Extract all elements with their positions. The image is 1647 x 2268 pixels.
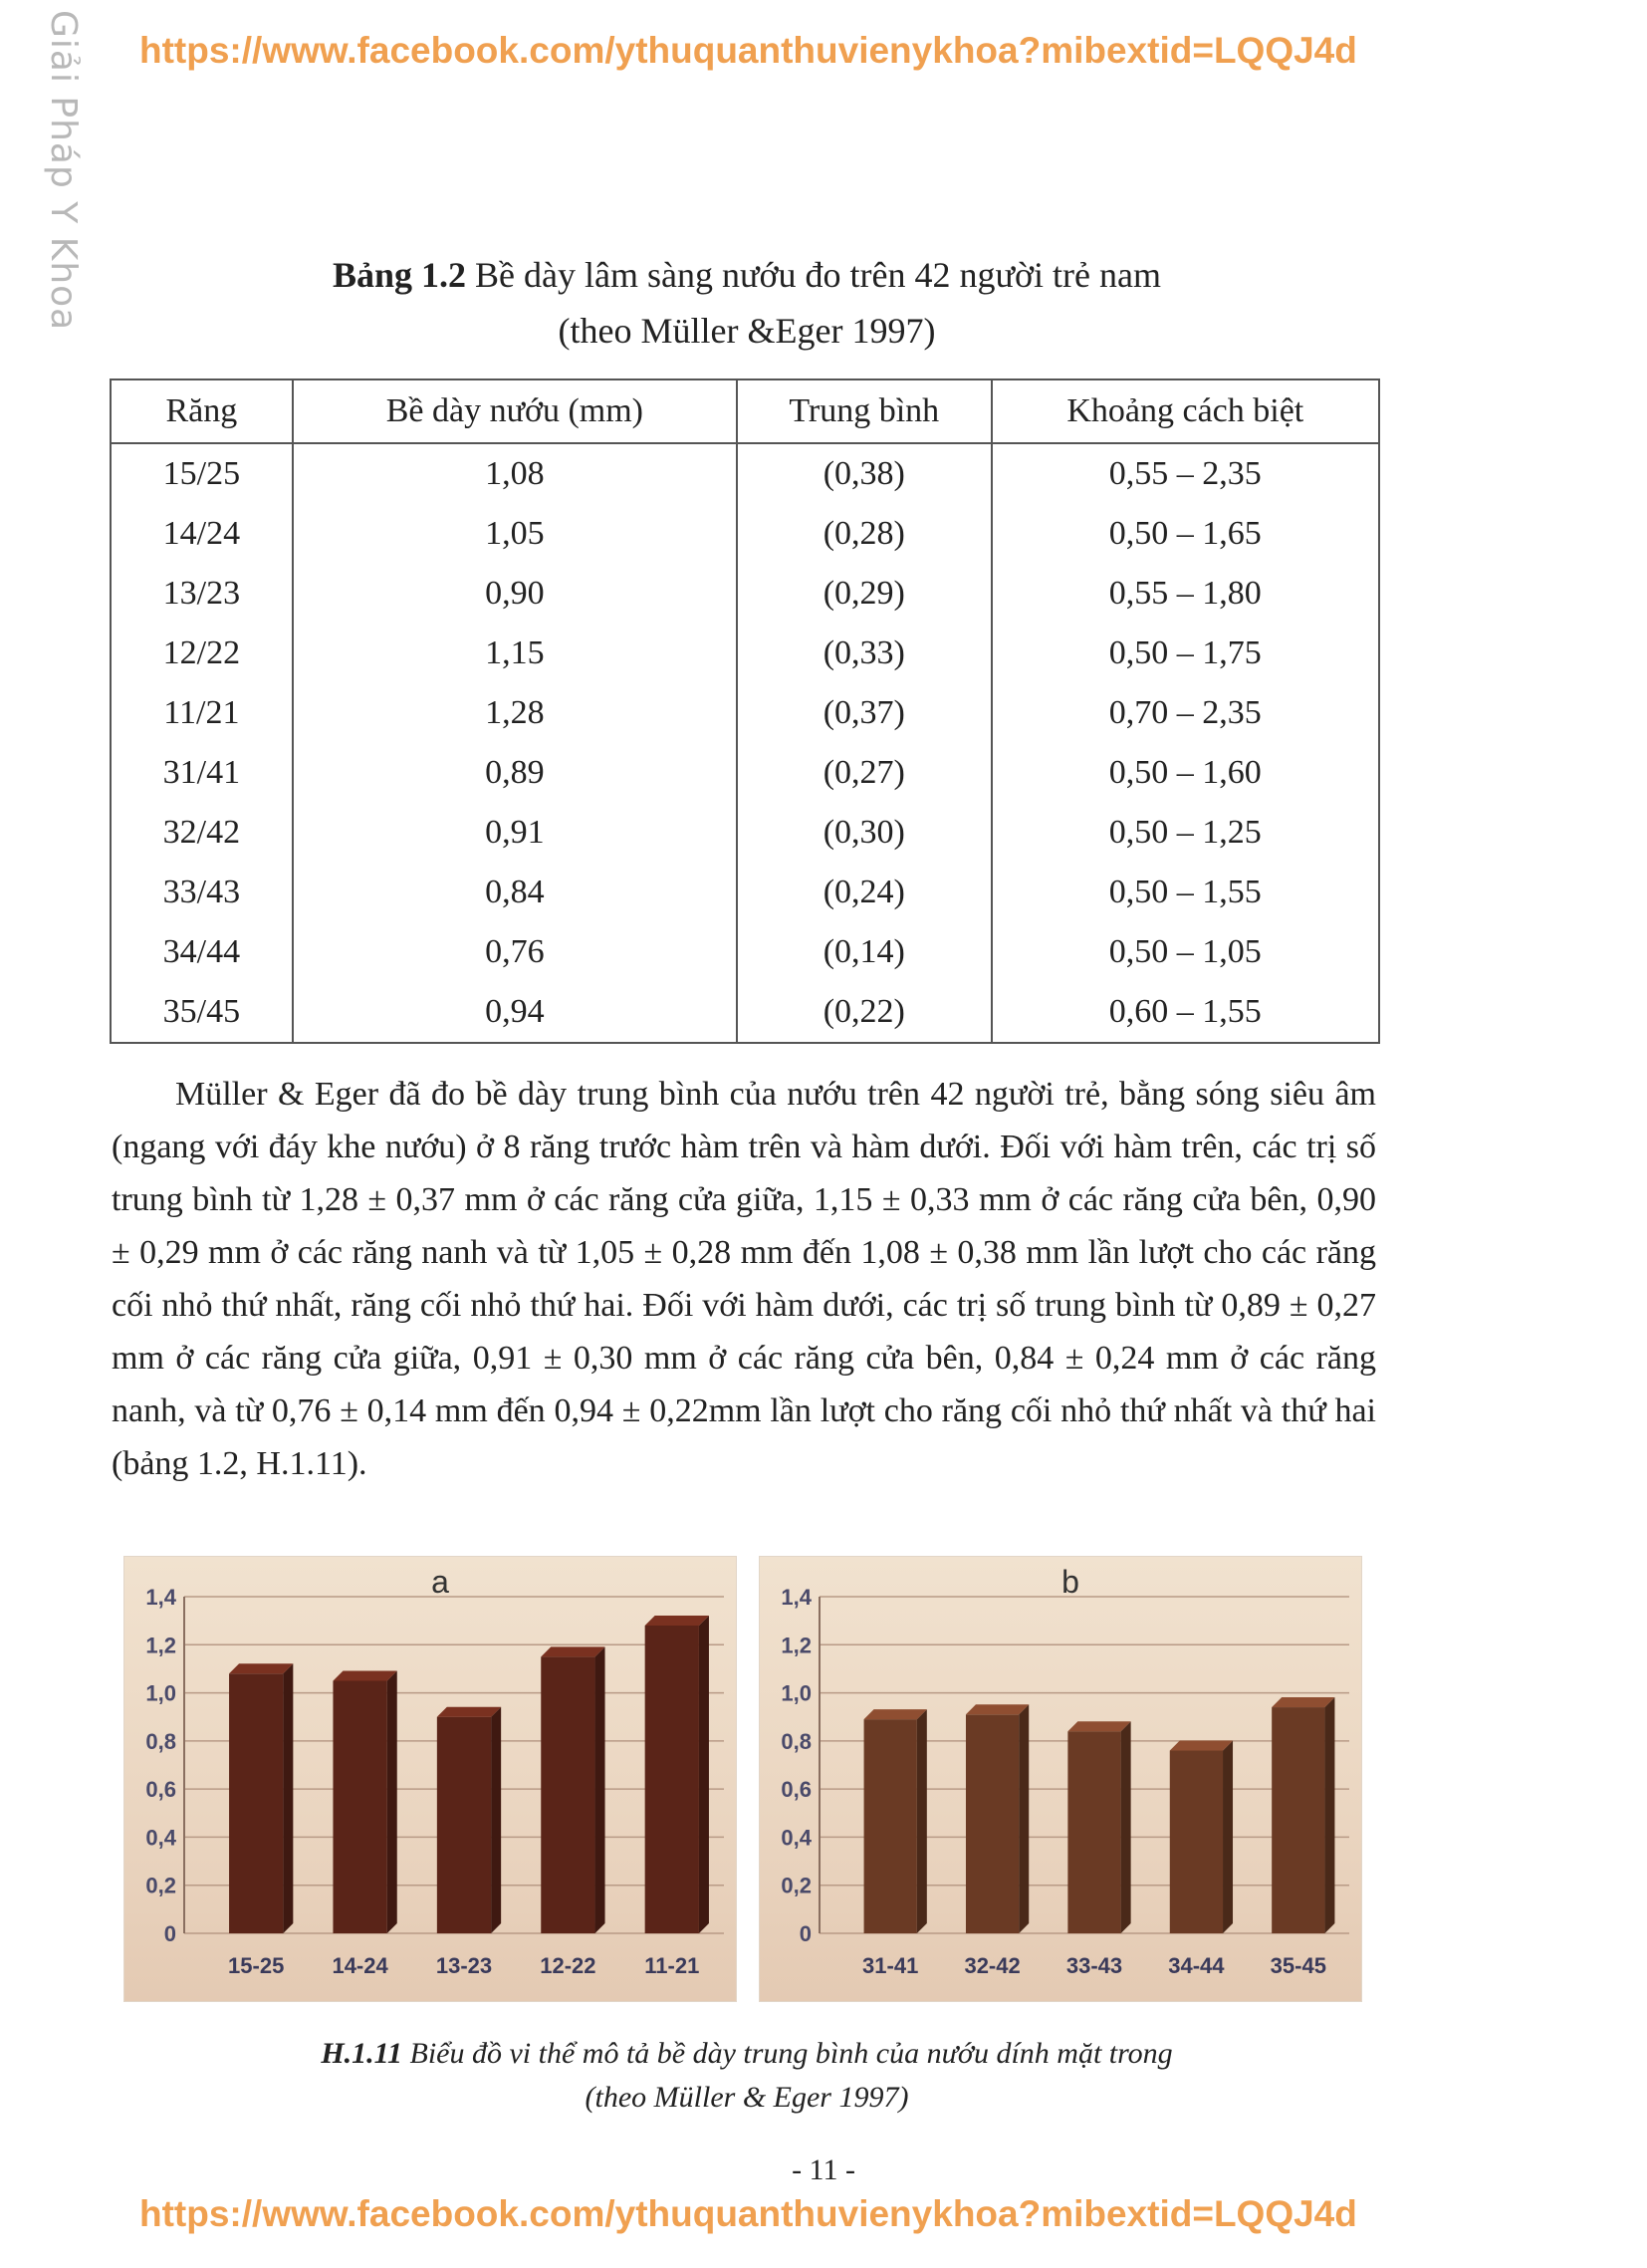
figure-caption-source: (theo Müller & Eger 1997) — [585, 2081, 909, 2114]
cell-range: 0,50 – 1,55 — [992, 863, 1379, 922]
cell-range: 0,55 – 1,80 — [992, 564, 1379, 624]
header-tooth: Răng — [111, 379, 293, 443]
chart-a — [123, 1556, 737, 2002]
table-caption — [110, 247, 1384, 303]
y-tick-label: 0,4 — [781, 1825, 812, 1851]
table-row — [111, 863, 1379, 922]
cell-range: 0,55 – 2,35 — [992, 443, 1379, 504]
bar — [229, 1673, 283, 1933]
bar-top — [333, 1671, 396, 1681]
y-tick-label: 0,4 — [145, 1825, 176, 1851]
bar-side — [1121, 1721, 1131, 1933]
cell-thickness: 0,94 — [293, 982, 737, 1043]
table-caption-title: Bề dày lâm sàng nướu đo trên 42 người trẻ nam — [475, 255, 1161, 295]
bar-top — [1067, 1721, 1130, 1731]
y-tick-label: 0,2 — [145, 1873, 176, 1898]
cell-tooth: 11/21 — [111, 683, 293, 743]
y-tick-label: 0,8 — [781, 1728, 812, 1754]
table-row — [111, 743, 1379, 803]
cell-tooth: 31/41 — [111, 743, 293, 803]
y-tick-label: 0 — [799, 1921, 812, 1946]
bar-side — [387, 1671, 397, 1934]
table-caption-label: Bảng 1.2 — [332, 255, 467, 295]
chart-b-svg — [760, 1557, 1361, 2001]
cell-tooth: 33/43 — [111, 863, 293, 922]
cell-tooth: 14/24 — [111, 504, 293, 564]
cell-thickness: 1,15 — [293, 624, 737, 683]
figure-caption-label: H.1.11 — [321, 2037, 402, 2070]
side-watermark: Giải Pháp Y Khoa — [43, 10, 84, 332]
cell-mean: (0,28) — [737, 504, 992, 564]
cell-tooth: 15/25 — [111, 443, 293, 504]
table-header-row — [111, 379, 1379, 443]
bar — [1170, 1751, 1223, 1933]
cell-mean: (0,38) — [737, 443, 992, 504]
bar-side — [1324, 1697, 1334, 1933]
bar-side — [283, 1663, 293, 1933]
bar — [437, 1717, 491, 1933]
cell-range: 0,50 – 1,05 — [992, 922, 1379, 982]
y-tick-label: 1,4 — [145, 1585, 176, 1610]
y-tick-label: 1,2 — [145, 1633, 176, 1658]
x-tick-label: 14-24 — [332, 1953, 388, 1978]
x-tick-label: 32-42 — [964, 1953, 1021, 1978]
cell-thickness: 0,84 — [293, 863, 737, 922]
y-tick-label: 0,8 — [145, 1728, 176, 1754]
bar — [1067, 1731, 1120, 1933]
table-row — [111, 982, 1379, 1043]
x-tick-label: 35-45 — [1270, 1953, 1326, 1978]
chart-title: a — [431, 1564, 449, 1600]
bottom-url-watermark[interactable]: https://www.facebook.com/ythuquanthuvienykhoa?mibextid=LQQJ4d — [139, 2193, 1357, 2234]
bar-top — [1170, 1741, 1233, 1751]
table-row — [111, 564, 1379, 624]
header-range: Khoảng cách biệt — [992, 379, 1379, 443]
y-tick-label: 0,2 — [781, 1873, 812, 1898]
chart-a-svg — [124, 1557, 736, 2001]
cell-mean: (0,22) — [737, 982, 992, 1043]
figure-caption-title: Biểu đồ vi thể mô tả bề dày trung bình của nướu dính mặt trong — [409, 2037, 1173, 2070]
cell-thickness: 1,05 — [293, 504, 737, 564]
bar — [541, 1656, 594, 1933]
cell-tooth: 13/23 — [111, 564, 293, 624]
cell-thickness: 1,28 — [293, 683, 737, 743]
table-row — [111, 683, 1379, 743]
bar-top — [864, 1709, 927, 1719]
cell-thickness: 1,08 — [293, 443, 737, 504]
cell-tooth: 35/45 — [111, 982, 293, 1043]
x-tick-label: 11-21 — [644, 1953, 700, 1978]
table-row — [111, 803, 1379, 863]
bar-top — [437, 1707, 501, 1717]
cell-tooth: 34/44 — [111, 922, 293, 982]
x-tick-label: 13-23 — [435, 1953, 493, 1978]
bar — [864, 1719, 917, 1933]
table-row — [111, 443, 1379, 504]
table-caption-source: (theo Müller &Eger 1997) — [558, 311, 936, 351]
page-number: - 11 - — [792, 2153, 855, 2186]
body-paragraph: Müller & Eger đã đo bề dày trung bình của nướu trên 42 người trẻ, bằng sóng siêu âm (ngang với đáy khe nướu) ở 8 răng trước hàm trên và hàm dưới. Đối với hàm trên, các trị số trung bình từ 1,28 ± 0,37 mm ở các răng cửa giữa, 1,15 ± 0,33 mm ở các răng cửa bên, 0,90 ± 0,29 mm ở các răng nanh và từ 1,05 ± 0,28 mm đến 1,08 ± 0,38 mm lần lượt cho các răng cối nhỏ thứ nhất, răng cối nhỏ thứ hai. Đối với hàm dưới, các trị số trung bình từ 0,89 ± 0,27 mm ở các răng cửa giữa, 0,91 ± 0,30 mm ở các răng cửa bên, 0,84 ± 0,24 mm ở các răng nanh, và từ 0,76 ± 0,14 mm đến 0,94 ± 0,22mm lần lượt cho răng cối nhỏ thứ nhất và thứ hai (bảng 1.2, H.1.11). — [112, 1076, 1376, 1482]
table-row — [111, 624, 1379, 683]
cell-mean: (0,24) — [737, 863, 992, 922]
bar-side — [917, 1709, 927, 1933]
cell-mean: (0,33) — [737, 624, 992, 683]
bar — [966, 1714, 1019, 1933]
cell-mean: (0,14) — [737, 922, 992, 982]
y-tick-label: 1,0 — [145, 1680, 176, 1706]
x-tick-label: 15-25 — [228, 1953, 285, 1978]
cell-thickness: 0,90 — [293, 564, 737, 624]
bar-top — [966, 1704, 1029, 1714]
bar — [333, 1681, 386, 1934]
cell-mean: (0,29) — [737, 564, 992, 624]
cell-mean: (0,30) — [737, 803, 992, 863]
top-url-watermark[interactable]: https://www.facebook.com/ythuquanthuvienykhoa?mibextid=LQQJ4d — [139, 30, 1357, 71]
x-tick-label: 33-43 — [1065, 1953, 1123, 1978]
header-mean: Trung bình — [737, 379, 992, 443]
bar-side — [1019, 1704, 1029, 1933]
bar-top — [541, 1646, 604, 1656]
bar-side — [699, 1616, 709, 1933]
cell-range: 0,60 – 1,55 — [992, 982, 1379, 1043]
y-tick-label: 0,6 — [781, 1777, 812, 1803]
cell-tooth: 32/42 — [111, 803, 293, 863]
y-tick-label: 1,0 — [781, 1680, 812, 1706]
bar — [645, 1626, 699, 1933]
cell-thickness: 0,76 — [293, 922, 737, 982]
y-tick-label: 1,2 — [781, 1633, 812, 1658]
cell-range: 0,50 – 1,25 — [992, 803, 1379, 863]
bar-side — [595, 1646, 605, 1933]
cell-thickness: 0,89 — [293, 743, 737, 803]
cell-range: 0,50 – 1,60 — [992, 743, 1379, 803]
chart-b — [759, 1556, 1362, 2002]
cell-mean: (0,27) — [737, 743, 992, 803]
bar-top — [1272, 1697, 1334, 1707]
y-tick-label: 1,4 — [781, 1585, 812, 1610]
data-table — [110, 378, 1380, 1044]
bar — [1272, 1707, 1324, 1933]
y-tick-label: 0,6 — [145, 1777, 176, 1803]
table-row — [111, 922, 1379, 982]
cell-mean: (0,37) — [737, 683, 992, 743]
y-tick-label: 0 — [163, 1921, 176, 1946]
x-tick-label: 12-22 — [540, 1953, 596, 1978]
cell-tooth: 12/22 — [111, 624, 293, 683]
bar-side — [1223, 1741, 1233, 1933]
cell-thickness: 0,91 — [293, 803, 737, 863]
cell-range: 0,70 – 2,35 — [992, 683, 1379, 743]
bar-side — [491, 1707, 501, 1933]
table-row — [111, 504, 1379, 564]
cell-range: 0,50 – 1,65 — [992, 504, 1379, 564]
x-tick-label: 34-44 — [1168, 1953, 1225, 1978]
x-tick-label: 31-41 — [862, 1953, 919, 1978]
cell-range: 0,50 – 1,75 — [992, 624, 1379, 683]
bar-top — [229, 1663, 293, 1673]
chart-title: b — [1061, 1564, 1079, 1600]
header-thickness: Bề dày nướu (mm) — [293, 379, 737, 443]
bar-top — [645, 1616, 709, 1626]
figure-caption — [110, 2032, 1384, 2076]
